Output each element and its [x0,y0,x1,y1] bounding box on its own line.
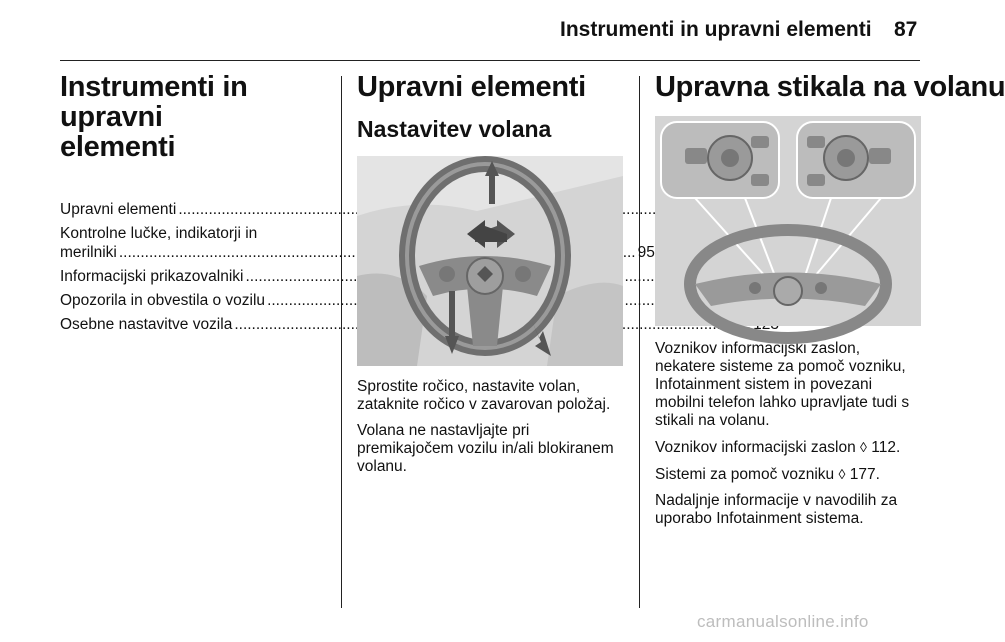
paragraph: Volana ne nastavljajte pri premikajočem vozilu in/ali blokiranem volanu. [357,422,614,475]
page-number: 87 [894,18,918,41]
reference-arrow-icon: ◊ [838,466,846,482]
column-divider [639,76,640,608]
toc-entry[interactable]: Kontrolne lučke, indikatorji in merilniki ..... 95 [60,224,328,262]
page-reference-link[interactable]: 177. [849,466,880,483]
paragraph-ref: Voznikov informacijski zaslon ◊ 112. [655,439,901,456]
column-steering-controls [655,71,1005,528]
paragraph: Sprostite ročico, nastavite volan, zataknite ročico v zavarovan položaj. [357,378,611,413]
steering-controls-icon [655,116,921,326]
column-divider [341,76,342,608]
paragraph-ref: Sistemi za pomoč vozniku ◊ 177. [655,466,880,483]
steering-controls-illustration [655,116,921,326]
section-title: Upravni elementi [357,71,586,103]
toc-entry[interactable]: Osebne nastavitve vozila ..... [60,315,328,334]
page-reference-link[interactable]: 112. [871,439,901,456]
header-rule [60,60,920,61]
watermark: carmanualsonline.info [697,612,869,631]
running-header-title: Instrumenti in upravni elementi [560,18,872,41]
section-title: Upravna stikala na volanu [655,71,1005,103]
steering-wheel-adjust-illustration [357,156,623,366]
steering-wheel-icon [357,156,623,366]
toc-entry[interactable]: Opozorila in obvestila o vozilu ..... [60,291,328,310]
paragraph: Voznikov informacijski zaslon, nekatere sisteme za pomoč vozniku, Infotainment sistem in povezani mobilni telefon lahko upravljate tudi s stikali na volanu. [655,340,910,429]
table-of-contents [60,200,655,334]
chapter-title: Instrumenti in upravni elementi [60,71,248,163]
subsection-title: Nastavitev volana [357,116,552,142]
reference-arrow-icon: ◊ [860,439,867,455]
toc-entry[interactable]: Upravni elementi ..... [60,200,328,219]
paragraph: Nadaljnje informacije v navodilih za uporabo Infotainment sistema. [655,492,898,527]
column-steering-adjust [357,72,625,476]
toc-entry[interactable]: Informacijski prikazovalniki ..... [60,267,328,286]
